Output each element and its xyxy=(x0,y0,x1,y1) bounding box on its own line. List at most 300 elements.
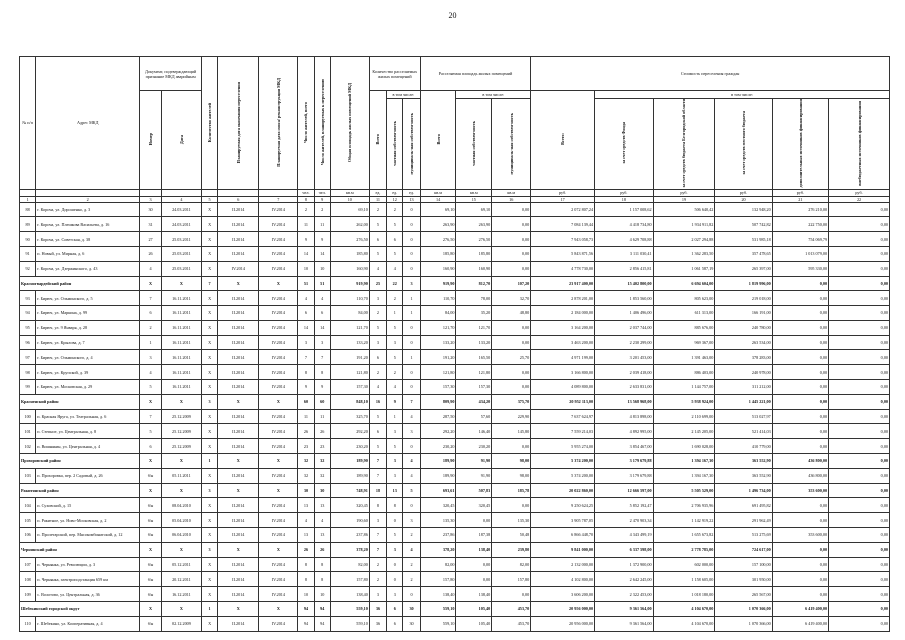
table-cell: п. Прохоровка, пер. 2 Садовый, д. 26 xyxy=(36,468,140,483)
table-cell: II.2014 xyxy=(218,202,259,217)
header-qty-municipal: муниципаль-ная собствен-ность xyxy=(409,112,415,174)
table-cell: 3 xyxy=(369,335,386,350)
unit-cell: кв.м xyxy=(456,189,492,196)
table-cell: 2 642 245,00 xyxy=(595,572,653,587)
header-area-total: Общая площадь жилых помещений МКД xyxy=(347,82,353,162)
table-cell: X xyxy=(218,483,259,498)
table-cell: 2 xyxy=(403,557,420,572)
table-cell: 513 027,97 xyxy=(715,409,772,424)
table-cell: 103 xyxy=(20,468,36,483)
table-cell: 25.03.2011 xyxy=(161,232,201,247)
table-cell: 8 xyxy=(298,365,314,380)
district-name: Шебекинский городской округ xyxy=(20,602,140,617)
table-row xyxy=(20,468,890,483)
table-cell: 3 164 200,00 xyxy=(531,320,595,335)
table-cell: X xyxy=(201,335,217,350)
table-cell: 8 xyxy=(298,557,314,572)
table-cell: 12 666 597,00 xyxy=(595,483,653,498)
table-cell: 4 089 800,00 xyxy=(531,380,595,395)
table-cell: 219 018,00 xyxy=(715,291,772,306)
table-cell: 3 xyxy=(403,513,420,528)
table-cell: II.2014 xyxy=(218,587,259,602)
table-cell: 0 xyxy=(403,217,420,232)
header-area-group: Расселяемая площадь жилых помещений xyxy=(420,57,531,91)
table-cell: 191,20 xyxy=(420,350,456,365)
table-cell: 99 xyxy=(20,380,36,395)
table-cell: 4 343 499,19 xyxy=(595,528,653,543)
column-number-cell: 13 xyxy=(403,196,420,202)
table-cell: 5 938 924,00 xyxy=(653,394,715,409)
table-cell: 16.11.2011 xyxy=(161,365,201,380)
table-cell: 4 xyxy=(403,468,420,483)
table-cell: 10 xyxy=(314,261,330,276)
table-cell: 0,00 xyxy=(772,572,828,587)
table-cell: 16.11.2011 xyxy=(161,291,201,306)
unit-cell: чел. xyxy=(314,189,330,196)
table-cell: 0 xyxy=(387,557,403,572)
table-cell: 9 841 000,00 xyxy=(531,542,595,557)
table-cell: 4 971 199,00 xyxy=(531,350,595,365)
table-cell: 135,30 xyxy=(492,513,531,528)
table-cell: 0,00 xyxy=(829,587,890,602)
table-cell: 0 xyxy=(387,572,403,587)
header-num: № п/п xyxy=(20,57,36,190)
table-cell: X xyxy=(259,483,298,498)
table-cell: IV.2014 xyxy=(259,528,298,543)
table-cell: 378,20 xyxy=(420,542,456,557)
table-cell: 1 391 463,00 xyxy=(653,350,715,365)
table-cell: 7 637 624,97 xyxy=(531,409,595,424)
table-cell: 1 xyxy=(387,409,403,424)
table-cell: 263,90 xyxy=(456,217,492,232)
table-cell: X xyxy=(140,454,162,469)
table-cell: II.2014 xyxy=(218,557,259,572)
table-cell: IV.2014 xyxy=(259,498,298,513)
unit-cell xyxy=(218,189,259,196)
table-cell: X xyxy=(201,365,217,380)
table-cell: X xyxy=(161,276,201,291)
table-cell: 2 856 415,81 xyxy=(595,261,653,276)
table-row xyxy=(20,513,890,528)
table-cell: 0,00 xyxy=(829,202,890,217)
table-cell: X xyxy=(201,261,217,276)
table-cell: 05.12.2011 xyxy=(161,557,201,572)
column-number-cell: 21 xyxy=(772,196,828,202)
table-cell: п. Степное, ул. Центральная, д. 8 xyxy=(36,424,140,439)
table-cell: 357 478,65 xyxy=(715,246,772,261)
table-cell: 2 xyxy=(369,572,386,587)
unit-cell: руб. xyxy=(531,189,595,196)
table-cell: 8 xyxy=(314,572,330,587)
table-cell: г. Короча, ул. Советская, д. 38 xyxy=(36,232,140,247)
table-cell: 2 110 699,00 xyxy=(653,409,715,424)
table-cell: 32 xyxy=(298,468,314,483)
table-cell: 378,20 xyxy=(330,542,369,557)
table-cell: X xyxy=(201,291,217,306)
table-cell: X xyxy=(259,602,298,617)
unit-cell xyxy=(140,189,162,196)
unit-cell: ед. xyxy=(403,189,420,196)
column-number-cell: 6 xyxy=(218,196,259,202)
table-cell: 121,80 xyxy=(456,365,492,380)
column-number-cell: 4 xyxy=(161,196,201,202)
table-cell: 4 104 670,00 xyxy=(653,602,715,617)
table-cell: 5 xyxy=(369,246,386,261)
table-cell: 5 xyxy=(140,380,162,395)
table-cell: 138,40 xyxy=(456,542,492,557)
table-cell: 724 617,00 xyxy=(715,542,772,557)
table-cell: 166 191,00 xyxy=(715,306,772,321)
table-cell: 95 xyxy=(20,320,36,335)
table-cell: 8 xyxy=(314,365,330,380)
table-cell: 5 852 192,47 xyxy=(595,498,653,513)
table-row xyxy=(20,528,890,543)
table-cell: 6 866 448,70 xyxy=(531,528,595,543)
table-cell: 4 104 670,00 xyxy=(653,616,715,631)
table-cell: 1 xyxy=(201,602,217,617)
table-cell: 2 xyxy=(387,202,403,217)
table-cell: 9 250 624,25 xyxy=(531,498,595,513)
table-cell: 05.04.2010 xyxy=(161,513,201,528)
table-cell: 0,00 xyxy=(772,424,828,439)
table-cell: 265 397,00 xyxy=(715,261,772,276)
table-cell: IV.2014 xyxy=(259,261,298,276)
table-cell: II.2014 xyxy=(218,439,259,454)
table-cell: 4 629 708,88 xyxy=(595,232,653,247)
table-cell: б/н xyxy=(140,587,162,602)
table-cell: 0,00 xyxy=(772,276,828,291)
table-cell: 16.11.2011 xyxy=(161,335,201,350)
table-cell: 4 xyxy=(140,365,162,380)
table-cell: 263,90 xyxy=(420,217,456,232)
table-cell: IV.2014 xyxy=(259,365,298,380)
table-cell: 10 xyxy=(314,587,330,602)
table-cell: 102 xyxy=(20,439,36,454)
table-cell: 94 xyxy=(314,602,330,617)
table-cell: 436 800,00 xyxy=(772,468,828,483)
table-cell: 276,50 xyxy=(330,232,369,247)
table-cell: 13 xyxy=(314,528,330,543)
table-cell: X xyxy=(218,276,259,291)
table-cell: 8 xyxy=(298,572,314,587)
table-cell: 320,45 xyxy=(456,498,492,513)
table-cell: 436 800,00 xyxy=(772,454,828,469)
table-cell: 265 567,00 xyxy=(715,587,772,602)
table-cell: 16.11.2011 xyxy=(161,350,201,365)
table-cell: 0,00 xyxy=(829,261,890,276)
column-number-cell: 2 xyxy=(36,196,140,202)
table-cell: X xyxy=(201,350,217,365)
table-cell: 32,70 xyxy=(492,291,531,306)
table-cell: 276,50 xyxy=(456,232,492,247)
table-cell: 23 xyxy=(298,439,314,454)
header-plan-end: Планируемая дата окончания переселения xyxy=(235,81,241,163)
unit-cell: кв.м xyxy=(492,189,531,196)
table-cell: 0,00 xyxy=(456,572,492,587)
table-cell: 230,20 xyxy=(456,439,492,454)
table-cell: 886 403,00 xyxy=(653,365,715,380)
table-row xyxy=(20,498,890,513)
table-cell: 0,00 xyxy=(492,202,531,217)
table-cell: 107,20 xyxy=(492,276,531,291)
table-cell: 2 xyxy=(403,572,420,587)
table-cell: 82,00 xyxy=(330,557,369,572)
table-cell: 513 275,69 xyxy=(715,528,772,543)
table-cell: 292,20 xyxy=(330,424,369,439)
table-cell: 0,00 xyxy=(829,468,890,483)
table-cell: 0,00 xyxy=(829,350,890,365)
table-cell: IV.2014 xyxy=(259,246,298,261)
table-cell: X xyxy=(140,602,162,617)
table-cell: 82,00 xyxy=(420,557,456,572)
table-cell: 1 xyxy=(403,291,420,306)
table-cell: 363 552,90 xyxy=(715,454,772,469)
table-cell: 1 394 167,30 xyxy=(653,454,715,469)
table-cell: г. Короча, ул. Плешкова Васильева, д. 16 xyxy=(36,217,140,232)
table-cell: 5 xyxy=(369,320,386,335)
table-cell: г. Шебекино, ул. Кооперативная, д. 4 xyxy=(36,616,140,631)
column-number-cell: 19 xyxy=(653,196,715,202)
table-cell: 13 xyxy=(387,483,403,498)
table-cell: 320,45 xyxy=(330,498,369,513)
table-cell: 0 xyxy=(403,261,420,276)
table-cell: 848,10 xyxy=(330,394,369,409)
district-name: Красногвардейский район xyxy=(20,276,140,291)
table-cell: II.2014 xyxy=(218,498,259,513)
table-cell: 0,00 xyxy=(492,261,531,276)
table-cell: 0 xyxy=(403,335,420,350)
table-cell: 31 xyxy=(140,217,162,232)
table-cell: 4 xyxy=(298,513,314,528)
table-cell: 320,45 xyxy=(420,498,456,513)
table-cell: IV.2014 xyxy=(259,320,298,335)
table-cell: 08.04.2010 xyxy=(161,498,201,513)
table-cell: 0,00 xyxy=(492,246,531,261)
table-cell: 531 985,18 xyxy=(715,232,772,247)
table-cell: II.2014 xyxy=(218,528,259,543)
table-cell: 4 xyxy=(403,542,420,557)
header-cost-nonbudget: внебюджетных источников финансирования xyxy=(856,100,862,186)
table-cell: 885 676,00 xyxy=(653,320,715,335)
unit-cell xyxy=(201,189,217,196)
table-cell: 157,80 xyxy=(492,572,531,587)
table-cell: 7 559 214,03 xyxy=(531,424,595,439)
table-cell: X xyxy=(201,587,217,602)
table-cell: 0 xyxy=(403,365,420,380)
table-cell: 190,60 xyxy=(330,513,369,528)
table-cell: п. Красная Яруга, ул. Театральная, д. 6 xyxy=(36,409,140,424)
table-cell: 0,00 xyxy=(829,454,890,469)
page-number: 20 xyxy=(448,11,457,20)
table-cell: 2 xyxy=(140,320,162,335)
table-cell: 1 394 167,30 xyxy=(653,468,715,483)
header-qty-private: частная собствен-ность xyxy=(392,120,398,166)
table-cell: II.2014 xyxy=(218,232,259,247)
table-cell: 51 xyxy=(298,276,314,291)
table-cell: 94 xyxy=(298,602,314,617)
table-cell: 3 166 800,00 xyxy=(531,365,595,380)
table-row xyxy=(20,335,890,350)
table-cell: 0,00 xyxy=(492,217,531,232)
table-cell: 0,00 xyxy=(829,439,890,454)
table-cell: 9 xyxy=(298,232,314,247)
table-cell: 301 950,00 xyxy=(715,572,772,587)
table-cell: 94 xyxy=(20,306,36,321)
table-row xyxy=(20,306,890,321)
table-cell: 13 xyxy=(298,498,314,513)
district-subtotal-row xyxy=(20,276,890,291)
table-cell: X xyxy=(201,246,217,261)
table-cell: 0,00 xyxy=(492,380,531,395)
header-residents-total: Число жителей, всего xyxy=(303,101,309,143)
table-cell: 353 600,00 xyxy=(772,528,828,543)
table-cell: 0,00 xyxy=(772,557,828,572)
table-cell: 3 xyxy=(369,587,386,602)
table-cell: 0,00 xyxy=(492,335,531,350)
table-cell: II.2014 xyxy=(218,350,259,365)
table-row xyxy=(20,246,890,261)
table-cell: 3 xyxy=(387,335,403,350)
table-cell: 287,50 xyxy=(420,409,456,424)
table-cell: 1 362 283,50 xyxy=(653,246,715,261)
table-cell: 2 xyxy=(369,202,386,217)
table-row xyxy=(20,439,890,454)
table-cell: X xyxy=(201,202,217,217)
table-cell: 27 xyxy=(140,232,162,247)
table-cell: 3 463 200,00 xyxy=(531,335,595,350)
table-cell: II.2014 xyxy=(218,424,259,439)
table-cell: 20.12.2011 xyxy=(161,572,201,587)
table-cell: 0,00 xyxy=(829,276,890,291)
table-cell: 25,70 xyxy=(492,350,531,365)
table-cell: 0,00 xyxy=(492,498,531,513)
table-cell: 107 xyxy=(20,557,36,572)
table-cell: 3 xyxy=(403,424,420,439)
table-cell: 0,00 xyxy=(492,320,531,335)
table-cell: X xyxy=(218,542,259,557)
table-cell: 189,90 xyxy=(330,454,369,469)
header-area-private: частная собствен-ность xyxy=(471,120,477,166)
table-cell: 3 201 453,00 xyxy=(595,350,653,365)
table-cell: 2 322 453,00 xyxy=(595,587,653,602)
header-area-total2: Всего xyxy=(435,134,441,145)
table-cell: 2 xyxy=(369,365,386,380)
table-cell: 100 xyxy=(20,409,36,424)
table-cell: 559,10 xyxy=(420,616,456,631)
table-cell: 185,80 xyxy=(330,246,369,261)
table-cell: 8 xyxy=(387,498,403,513)
table-cell: 6 xyxy=(369,350,386,365)
table-cell: 4 xyxy=(314,513,330,528)
table-cell: 5 843 871,56 xyxy=(531,246,595,261)
table-cell: 3 xyxy=(387,468,403,483)
table-cell: п. Новый, ул. Мирная, д. 6 xyxy=(36,246,140,261)
table-cell: 693,61 xyxy=(420,483,456,498)
table-cell: 230,20 xyxy=(420,439,456,454)
table-cell: 110,70 xyxy=(330,291,369,306)
column-number-cell: 12 xyxy=(387,196,403,202)
table-cell: 16.12.2011 xyxy=(161,587,201,602)
header-area-including: в том числе: xyxy=(456,91,531,99)
table-cell: 6 337 598,00 xyxy=(595,542,653,557)
table-cell: 16.11.2011 xyxy=(161,306,201,321)
table-cell: 20 956 000,00 xyxy=(531,602,595,617)
table-cell: 1 406 496,00 xyxy=(595,306,653,321)
table-cell: 0,00 xyxy=(492,365,531,380)
table-cell: 5 xyxy=(369,439,386,454)
table-cell: 132 948,20 xyxy=(715,202,772,217)
table-cell: 1 690 028,00 xyxy=(653,439,715,454)
table-cell: 4 xyxy=(298,291,314,306)
unit-cell: руб. xyxy=(772,189,828,196)
table-cell: 14 xyxy=(314,246,330,261)
table-cell: 9 xyxy=(314,380,330,395)
district-subtotal-row xyxy=(20,542,890,557)
header-cost-extra: дополнительных источников финансирования xyxy=(797,99,803,188)
table-cell: IV.2014 xyxy=(259,468,298,483)
table-cell: 240 978,00 xyxy=(715,365,772,380)
table-cell: 157,80 xyxy=(330,572,369,587)
unit-cell: кв.м xyxy=(330,189,369,196)
table-cell: 5 xyxy=(387,350,403,365)
header-address: Адрес МКД xyxy=(36,57,140,190)
table-cell: 18 xyxy=(369,483,386,498)
table-cell: 229,90 xyxy=(492,409,531,424)
table-cell: 809,90 xyxy=(420,394,456,409)
table-cell: 189,90 xyxy=(420,468,456,483)
table-cell: 25.12.2009 xyxy=(161,409,201,424)
table-row xyxy=(20,616,890,631)
table-cell: 25.12.2009 xyxy=(161,439,201,454)
table-cell: X xyxy=(201,513,217,528)
table-cell: 6 xyxy=(387,232,403,247)
table-cell: IV.2014 xyxy=(218,261,259,276)
unit-cell: кв.м xyxy=(420,189,456,196)
table-cell: 754 069,79 xyxy=(772,232,828,247)
table-cell: 2 xyxy=(387,291,403,306)
table-cell: п. Пролетарский, пер. Мясокомбинатский, д. 12 xyxy=(36,528,140,543)
table-cell: 1 xyxy=(387,306,403,321)
table-cell: 0,00 xyxy=(829,380,890,395)
table-cell: 0,00 xyxy=(829,424,890,439)
header-doc-group: Документ, подтверждающий признание МКД аварийным xyxy=(140,57,202,91)
table-cell: X xyxy=(140,483,162,498)
table-cell: 94 xyxy=(314,616,330,631)
table-cell: 3 xyxy=(387,454,403,469)
unit-cell: руб. xyxy=(829,189,890,196)
table-row xyxy=(20,291,890,306)
district-name: Красненский район xyxy=(20,394,140,409)
table-cell: 969 367,00 xyxy=(653,335,715,350)
table-cell: 0,00 xyxy=(829,572,890,587)
table-cell: 32 xyxy=(314,454,330,469)
table-cell: IV.2014 xyxy=(259,291,298,306)
table-cell: 3 xyxy=(403,276,420,291)
table-cell: 6 xyxy=(387,616,403,631)
table-cell: 0,00 xyxy=(772,409,828,424)
table-cell: 0 xyxy=(403,320,420,335)
table-cell: 595 330,00 xyxy=(772,261,828,276)
table-cell: 0,00 xyxy=(829,232,890,247)
table-cell: 3 179 679,88 xyxy=(595,454,653,469)
table-cell: X xyxy=(259,276,298,291)
table-cell: 2 184 000,00 xyxy=(531,306,595,321)
table-cell: 06.04.2010 xyxy=(161,528,201,543)
table-cell: 559,10 xyxy=(330,602,369,617)
table-cell: IV.2014 xyxy=(259,424,298,439)
table-cell: 7 xyxy=(369,454,386,469)
header-area-municipal: муниципаль-ная собствен-ность xyxy=(508,112,514,174)
